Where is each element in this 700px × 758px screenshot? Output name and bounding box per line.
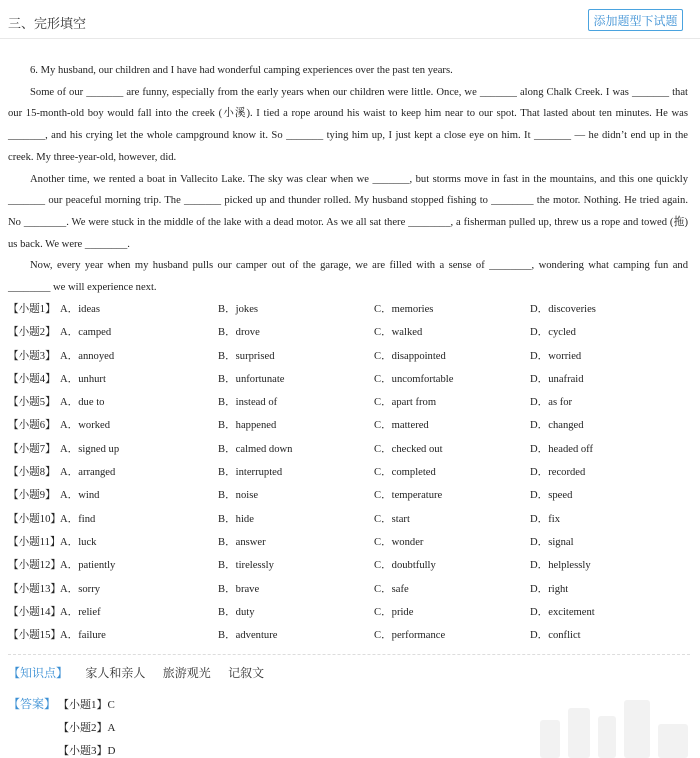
option-a: A．signed up (60, 443, 120, 455)
question-number: 【小题5】 (8, 397, 56, 409)
option-b: B．interrupted (218, 467, 283, 479)
option-d: D．helplessly (530, 560, 591, 572)
question-number: 【小题12】 (8, 560, 61, 572)
question-number: 【小题3】 (8, 350, 56, 362)
option-c: C．doubtfully (374, 560, 436, 572)
question-number: 【小题9】 (8, 490, 56, 502)
option-d: D．discoveries (530, 304, 596, 315)
option-a: A．camped (60, 327, 112, 339)
option-c: C．memories (374, 304, 434, 315)
option-c: C．apart from (374, 397, 437, 409)
question-number: 【小题13】 (8, 583, 61, 595)
question-row (8, 577, 698, 600)
option-c: C．uncomfortable (374, 373, 454, 385)
passage (8, 60, 688, 299)
option-c: C．mattered (374, 420, 429, 432)
option-d: D．cycled (530, 327, 576, 339)
question-row (8, 460, 698, 483)
option-c: C．checked out (374, 443, 443, 455)
passage-paragraph: 6. My husband, our children and I have had wonderful camping experiences over the past ten years. (30, 65, 453, 76)
option-b: B．jokes (218, 304, 259, 315)
question-number: 【小题4】 (8, 373, 56, 385)
option-a: A．ideas (60, 304, 101, 315)
question-number: 【小题1】 (8, 304, 56, 315)
option-d: D．right (530, 583, 569, 595)
option-a: A．sorry (60, 583, 101, 595)
option-c: C．wonder (374, 536, 424, 548)
option-d: D．recorded (530, 467, 586, 479)
question-number: 【小题2】 (8, 327, 56, 339)
option-c: C．completed (374, 467, 436, 479)
question-row (8, 530, 698, 553)
section-header (0, 0, 700, 39)
knowledge-points (8, 664, 264, 681)
option-c: C．temperature (374, 490, 443, 502)
option-b: B．calmed down (218, 443, 293, 455)
passage-paragraph: Now, every year when my husband pulls our camper out of the garage, we are filled with a sense of ________, wondering what camping fun and ________ we will experience next. (8, 260, 688, 294)
answer-line: 【小题1】C (58, 699, 115, 711)
question-number: 【小题7】 (8, 443, 56, 455)
question-row (8, 437, 698, 460)
option-a: A．annoyed (60, 350, 115, 362)
option-b: B．adventure (218, 630, 278, 642)
option-b: B．tirelessly (218, 560, 274, 572)
question-row (8, 390, 698, 413)
add-question-button[interactable]: 添加题型下试题 (588, 9, 683, 31)
option-c: C．safe (374, 583, 409, 595)
question-list (8, 297, 698, 646)
option-b: B．noise (218, 490, 259, 502)
option-a: A．unhurt (60, 373, 106, 385)
option-c: C．walked (374, 327, 423, 339)
question-row (8, 623, 698, 646)
option-c: C．start (374, 513, 410, 525)
option-b: B．instead of (218, 397, 278, 409)
question-row (8, 600, 698, 623)
question-row (8, 367, 698, 390)
question-number: 【小题6】 (8, 420, 56, 432)
passage-paragraph: Some of our _______ are funny, especially from the early years when our children were little. Once, we _______ along Chalk Creek. I was _______ that our 15-month-old boy would fall into the creek (小溪). I tied a rope around his waist to keep him near to our spot. That lasted about ten minutes. He was _______, and his crying let the whole campground know it. So _______ tying him up, I just kept a close eye on him. It _______ — he didn’t end up in the creek. My three-year-old, however, did. (8, 86, 688, 163)
question-number: 【小题14】 (8, 606, 61, 618)
option-d: D．excitement (530, 606, 595, 618)
question-row (8, 413, 698, 436)
question-row (8, 483, 698, 506)
knowledge-tag: 【知识点】 (8, 666, 69, 680)
question-number: 【小题11】 (8, 536, 61, 548)
option-d: D．as for (530, 397, 573, 409)
option-a: A．due to (60, 397, 105, 409)
question-row (8, 320, 698, 343)
question-row (8, 507, 698, 530)
knowledge-link[interactable]: 家人和亲人 (85, 666, 146, 680)
option-b: B．surprised (218, 350, 275, 362)
option-a: A．relief (60, 606, 101, 618)
option-b: B．hide (218, 513, 254, 525)
passage-paragraph: Another time, we rented a boat in Vallecito Lake. The sky was clear when we _______, but storms move in fast in the mountains, and this one quickly _______ our peaceful morning trip. The _______ picked up and thunder rolled. My husband stopped fishing to ________ the motor. Nothing. He tried again. No ________. We were stuck in the middle of the lake with a dead motor. As we all sat there ________, a fisherman pulled up, threw us a rope and towed (拖) us back. We were ________. (8, 173, 688, 250)
question-row (8, 553, 698, 576)
question-row (8, 344, 698, 367)
option-b: B．drove (218, 327, 260, 339)
option-a: A．arranged (60, 467, 116, 479)
option-d: D．conflict (530, 630, 581, 642)
option-b: B．answer (218, 536, 266, 548)
option-c: C．disappointed (374, 350, 446, 362)
answer-tag: 【答案】 (8, 697, 57, 711)
answer-section (8, 695, 116, 757)
option-a: A．wind (60, 490, 100, 502)
option-a: A．failure (60, 630, 106, 642)
option-d: D．headed off (530, 443, 594, 455)
section-title: 三、完形填空 (8, 16, 87, 31)
option-b: B．duty (218, 606, 255, 618)
knowledge-link[interactable]: 旅游观光 (162, 666, 211, 680)
option-d: D．worried (530, 350, 582, 362)
watermark-logo (520, 690, 700, 758)
answer-line: 【小题2】A (58, 722, 116, 734)
option-d: D．fix (530, 513, 561, 525)
question-number: 【小题8】 (8, 467, 56, 479)
knowledge-link[interactable]: 记叙文 (228, 666, 265, 680)
divider (8, 654, 690, 655)
option-c: C．performance (374, 630, 446, 642)
option-d: D．signal (530, 536, 574, 548)
answer-line: 【小题3】D (58, 745, 116, 757)
option-a: A．patiently (60, 560, 116, 572)
option-b: B．happened (218, 420, 277, 432)
option-b: B．unfortunate (218, 373, 285, 385)
question-number: 【小题10】 (8, 513, 61, 525)
option-a: A．luck (60, 536, 97, 548)
option-a: A．find (60, 513, 96, 525)
option-d: D．changed (530, 420, 584, 432)
option-d: D．unafraid (530, 373, 584, 385)
option-c: C．pride (374, 606, 414, 618)
option-a: A．worked (60, 420, 111, 432)
question-row (8, 297, 698, 320)
question-number: 【小题15】 (8, 630, 61, 642)
option-b: B．brave (218, 583, 260, 595)
option-d: D．speed (530, 490, 573, 502)
